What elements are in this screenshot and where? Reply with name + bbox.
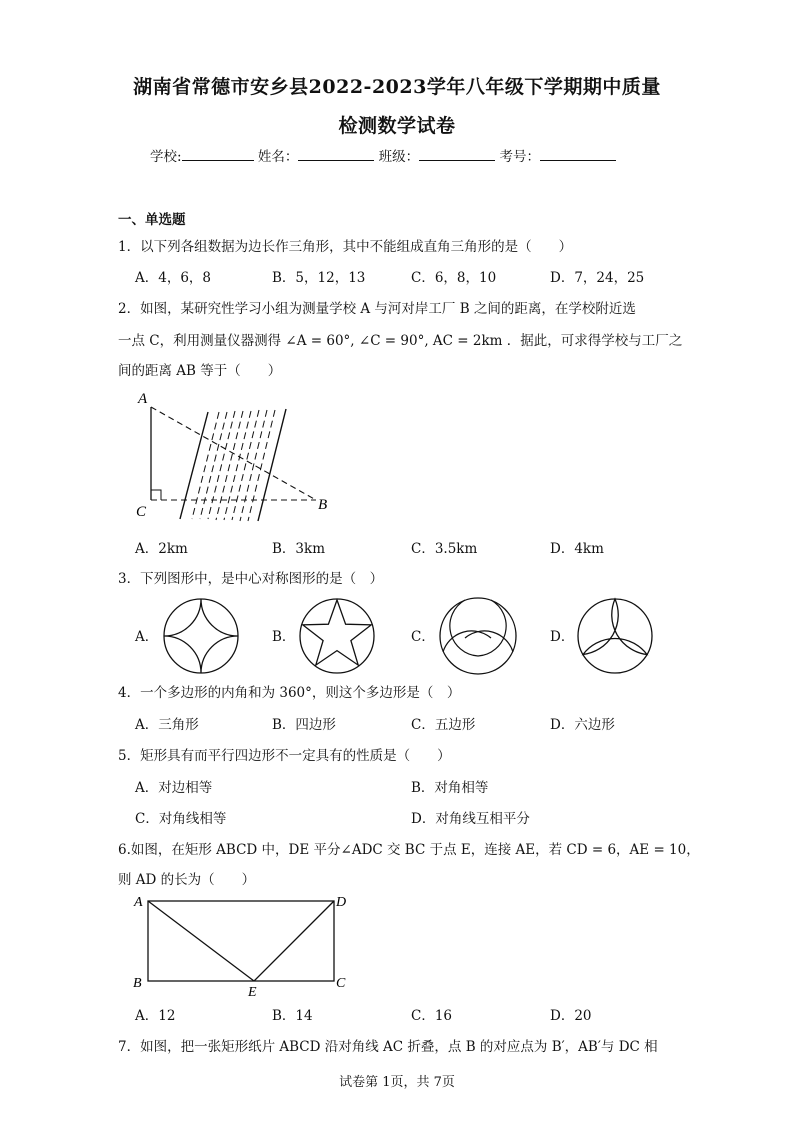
q4-option-b[interactable]: B．四边形	[272, 717, 336, 733]
segment-ae	[148, 901, 254, 981]
q6-option-b[interactable]: B．14	[272, 1008, 313, 1024]
q2-option-d[interactable]: D．4km	[550, 541, 604, 557]
q4-option-d[interactable]: D．六边形	[550, 717, 615, 733]
q5-option-a[interactable]: A．对边相等	[135, 780, 213, 796]
q3-option-d[interactable]: D．	[550, 629, 575, 645]
q5-option-b[interactable]: B．对角相等	[411, 780, 489, 796]
q6-label-a: A	[134, 895, 143, 910]
exam-title-line1: 湖南省常德市安乡县2022-2023学年八年级下学期期中质量	[133, 76, 661, 98]
q4-option-a[interactable]: A．三角形	[135, 717, 199, 733]
q5-stem: 5．矩形具有而平行四边形不一定具有的性质是（ ）	[118, 748, 451, 764]
q6-rectangle-figure	[128, 890, 353, 1000]
q2-option-c[interactable]: C．3.5km	[411, 541, 478, 557]
class-label: 班级：	[378, 149, 420, 165]
number-blank[interactable]	[540, 148, 616, 161]
q3-figure-a-concave-star[interactable]	[160, 595, 242, 677]
q2-option-b[interactable]: B．3km	[272, 541, 325, 557]
student-info-row	[150, 145, 616, 165]
rectangle-abcd	[148, 901, 334, 981]
q2-label-a: A	[138, 391, 148, 407]
segment-ab-dashed	[151, 407, 316, 500]
q6-option-a[interactable]: A．12	[135, 1008, 176, 1024]
q3-option-a[interactable]: A．	[135, 629, 159, 645]
class-blank[interactable]	[419, 148, 495, 161]
q1-option-b[interactable]: B．5，12，13	[272, 270, 366, 286]
q6-stem-line2: 则 AD 的长为（ ）	[118, 872, 256, 888]
q1-stem: 1．以下列各组数据为边长作三角形，其中不能组成直角三角形的是（ ）	[118, 239, 573, 255]
q6-label-c: C	[336, 976, 346, 991]
q6-stem-line1: 6.如图，在矩形 ABCD 中，DE 平分∠ADC 交 BC 于点 E，连接 AE，若 CD = 6，AE = 10，	[118, 842, 700, 858]
section-heading: 一、单选题	[118, 212, 186, 228]
name-label: 姓名：	[257, 149, 299, 165]
q3-figure-b-five-point-star[interactable]	[296, 595, 378, 677]
q2-stem-line3: 间的距离 AB 等于（ ）	[118, 363, 282, 379]
segment-de	[254, 901, 334, 981]
q6-label-e: E	[248, 985, 257, 1000]
right-angle-mark	[151, 490, 161, 500]
q5-option-d[interactable]: D．对角线互相平分	[411, 811, 530, 827]
q3-figure-d-curved-triangle[interactable]	[574, 595, 656, 677]
name-blank[interactable]	[298, 148, 374, 161]
q1-option-c[interactable]: C．6，8，10	[411, 270, 497, 286]
q1-option-d[interactable]: D．7，24，25	[550, 270, 645, 286]
q4-option-c[interactable]: C．五边形	[411, 717, 476, 733]
q3-stem: 3．下列图形中，是中心对称图形的是（ ）	[118, 571, 384, 587]
q6-label-b: B	[133, 976, 142, 991]
q2-option-a[interactable]: A．2km	[135, 541, 188, 557]
page-footer: 试卷第 1页，共 7页	[339, 1075, 455, 1090]
q2-stem-line2: 一点 C，利用测量仪器测得 ∠A = 60°, ∠C = 90°, AC = 2km ．据此，可求得学校与工厂之	[118, 333, 683, 349]
q2-label-c: C	[136, 504, 147, 520]
q3-option-c[interactable]: C．	[411, 629, 435, 645]
q5-option-c[interactable]: C．对角线相等	[135, 811, 227, 827]
school-blank[interactable]	[182, 148, 254, 161]
number-label: 考号：	[499, 149, 540, 165]
q7-stem-line1: 7．如图，把一张矩形纸片 ABCD 沿对角线 AC 折叠，点 B 的对应点为 B′，AB′与 DC 相	[118, 1039, 658, 1055]
q6-option-c[interactable]: C．16	[411, 1008, 453, 1024]
q3-option-b[interactable]: B．	[272, 629, 296, 645]
exam-title-line2: 检测数学试卷	[338, 115, 456, 137]
river-bank-right	[258, 409, 286, 521]
q3-figure-c-three-arcs[interactable]	[436, 594, 520, 678]
q1-option-a[interactable]: A．4，6，8	[135, 270, 212, 286]
q2-label-b: B	[318, 497, 328, 513]
q2-stem-line1: 2．如图，某研究性学习小组为测量学校 A 与河对岸工厂 B 之间的距离，在学校附近选	[118, 301, 636, 317]
q6-option-d[interactable]: D．20	[550, 1008, 592, 1024]
q6-label-d: D	[336, 895, 347, 910]
q4-stem: 4．一个多边形的内角和为 360°，则这个多边形是（ ）	[118, 685, 461, 701]
q2-river-figure	[130, 385, 340, 525]
school-label: 学校:	[150, 149, 182, 165]
